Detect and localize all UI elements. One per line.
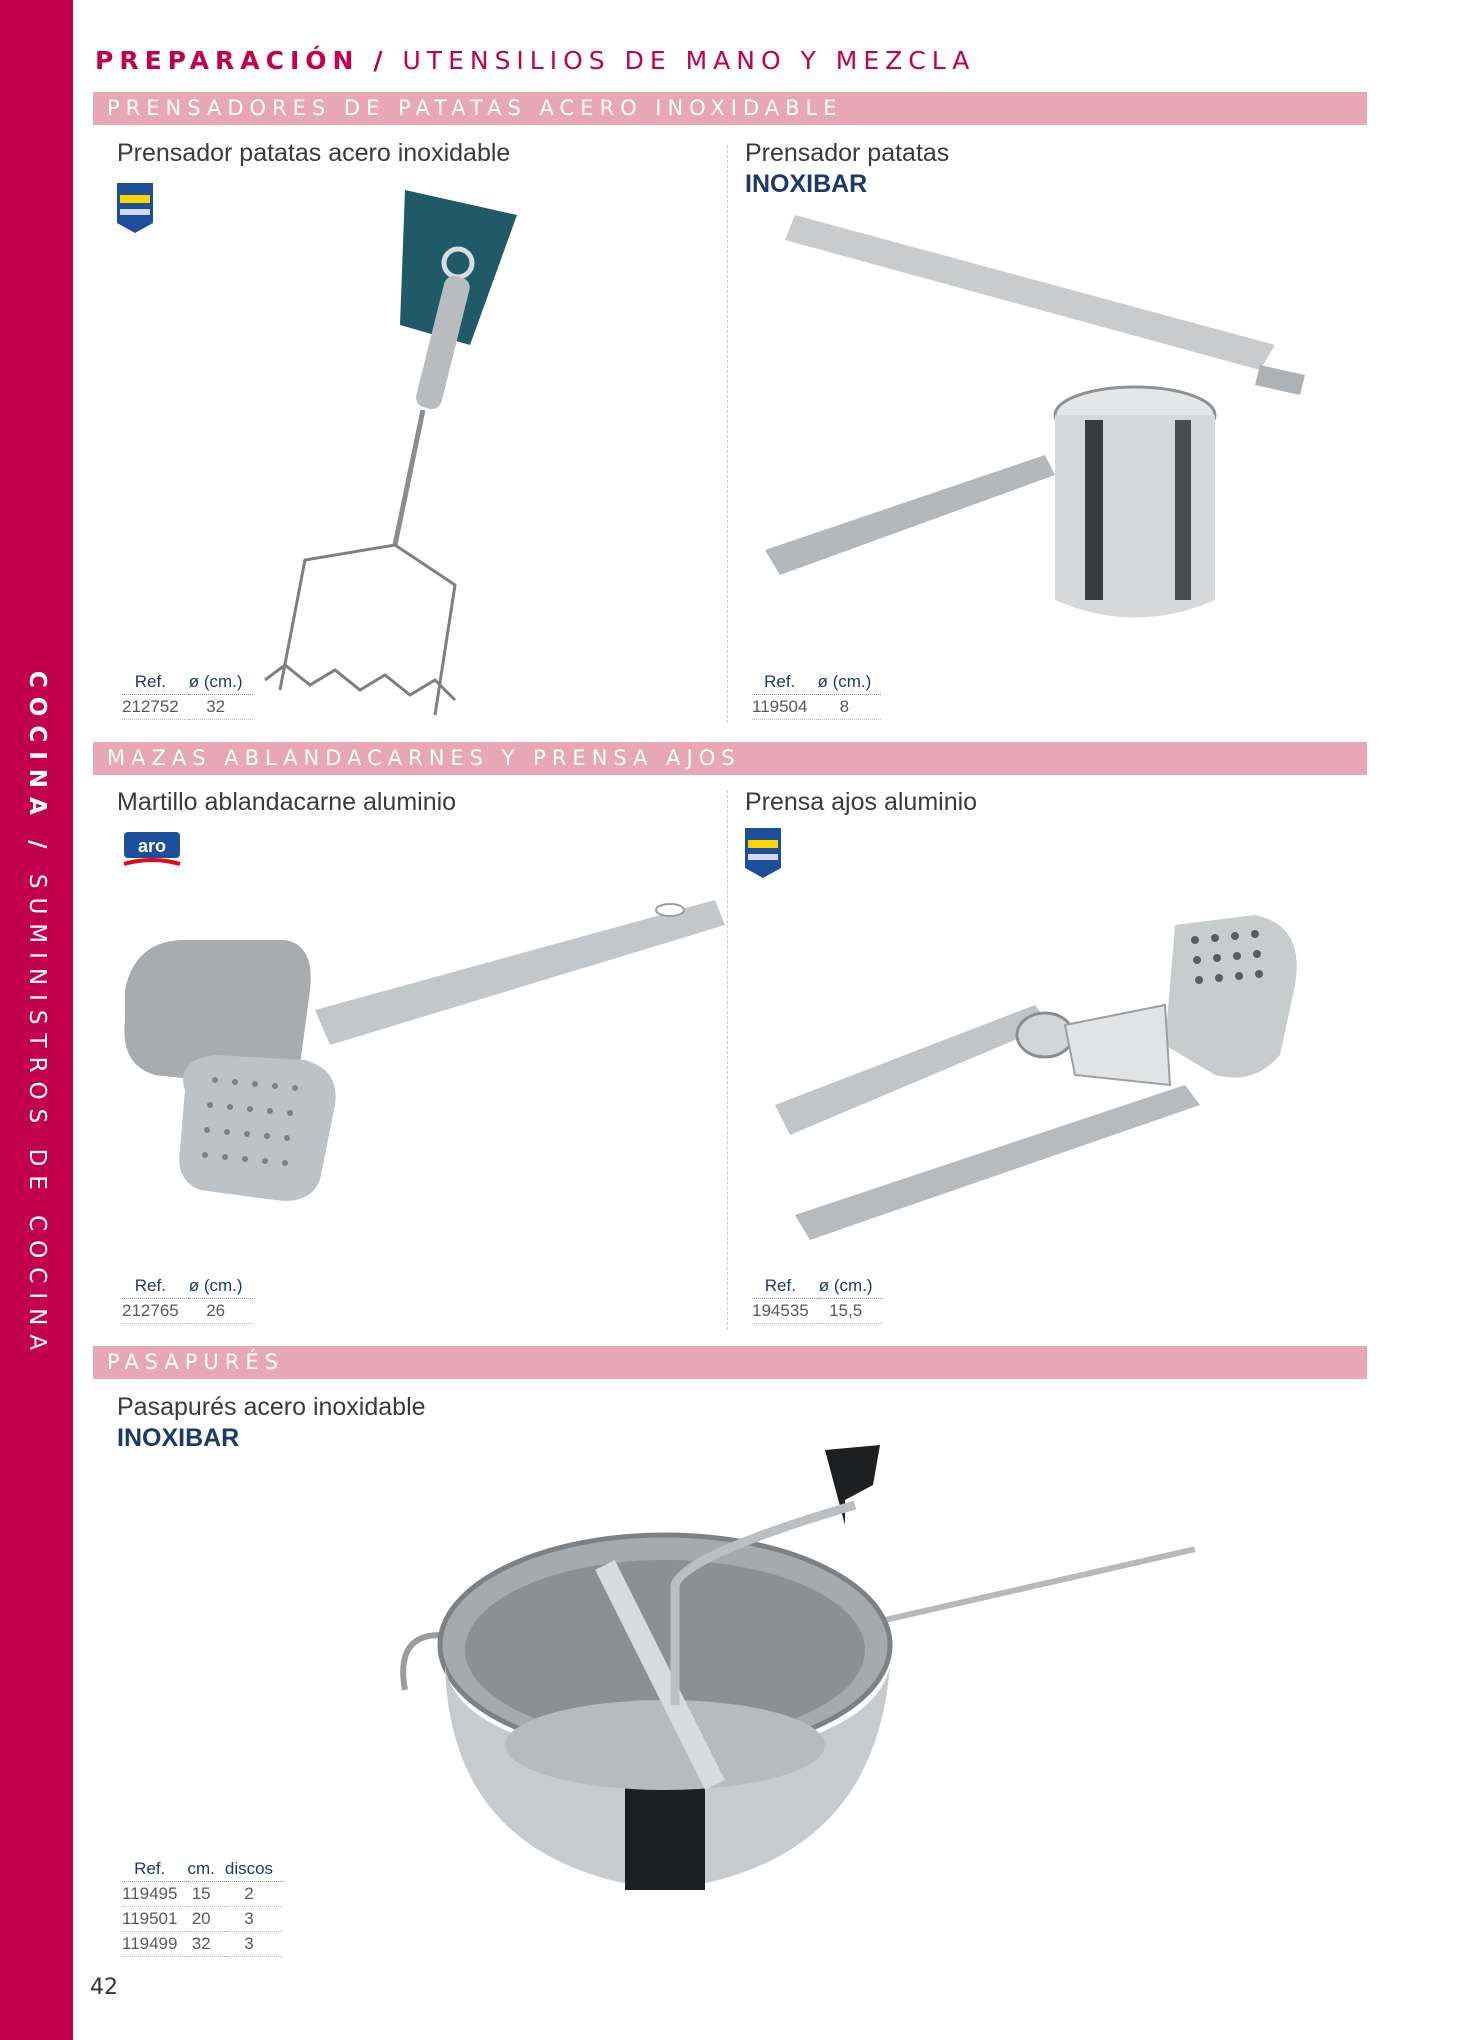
meat-tenderizer-image [115,880,725,1220]
product-title: Martillo ablandacarne aluminio [117,788,457,816]
spec-value: 3 [225,1932,283,1957]
spec-header: cm. [187,1857,224,1882]
spec-ref: 212752 [122,695,189,720]
spec-value: 3 [225,1907,283,1932]
sidebar-bold: COCINA [24,670,50,824]
spec-header: Ref. [122,670,189,695]
spec-header: Ref. [752,1274,819,1299]
sidebar-label [24,671,50,1359]
spec-ref: 194535 [752,1299,819,1324]
garlic-press-image [765,905,1375,1245]
metro-professional-logo [117,183,153,233]
title-strong: PREPARACIÓN [95,46,360,75]
section-band-pasapures: PASAPURÉS [93,1346,1367,1379]
spec-table-212765 [122,1274,253,1324]
spec-value: 20 [187,1907,224,1932]
product-title: Pasapurés acero inoxidable [117,1393,426,1421]
section-band-prensadores: PRENSADORES DE PATATAS ACERO INOXIDABLE [93,92,1367,125]
spec-ref: 119504 [752,695,817,720]
product-brand: INOXIBAR [117,1424,240,1452]
spec-value: 15 [187,1882,224,1907]
potato-ricer-image [755,205,1315,635]
spec-table-194535 [752,1274,883,1324]
sidebar [0,0,73,2040]
product-title: Prensador patatas [745,139,950,167]
product-card-2 [745,138,949,200]
page-number: 42 [90,1975,118,2000]
spec-ref: 119501 [122,1907,187,1932]
spec-header: ø (cm.) [189,670,253,695]
aro-logo [120,830,184,870]
spec-table-119504 [752,670,881,720]
aro-logo-text: aro [137,836,167,856]
spec-value: 32 [189,695,253,720]
spec-header: Ref. [752,670,817,695]
product-title: Prensa ajos aluminio [745,788,978,816]
section-band-mazas: MAZAS ABLANDACARNES Y PRENSA AJOS [93,742,1367,775]
column-divider [727,145,728,723]
potato-masher-image [255,185,525,725]
spec-value: 2 [225,1882,283,1907]
spec-header: ø (cm.) [817,670,881,695]
spec-ref: 119499 [122,1932,187,1957]
column-divider [727,790,728,1330]
spec-value: 26 [189,1299,253,1324]
spec-table-pasapures [122,1857,283,1957]
product-card-3 [117,787,456,818]
product-card-4 [745,787,977,818]
spec-header: discos [225,1857,283,1882]
product-card-5 [117,1392,426,1454]
spec-ref: 119495 [122,1882,187,1907]
spec-header: Ref. [122,1857,187,1882]
metro-professional-logo [745,828,781,878]
spec-header: Ref. [122,1274,189,1299]
spec-header: ø (cm.) [819,1274,883,1299]
spec-value: 32 [187,1932,224,1957]
product-brand: INOXIBAR [745,170,868,198]
spec-value: 15,5 [819,1299,883,1324]
page-title [95,46,975,75]
sidebar-light: SUMINISTROS DE COCINA [24,873,50,1360]
spec-ref: 212765 [122,1299,189,1324]
title-slash: / [373,46,389,75]
spec-header: ø (cm.) [189,1274,253,1299]
title-light: UTENSILIOS DE MANO Y MEZCLA [402,46,976,75]
spec-table-212752 [122,670,253,720]
product-card-1 [117,138,510,169]
spec-value: 8 [817,695,881,720]
food-mill-image [395,1445,1245,1945]
product-title: Prensador patatas acero inoxidable [117,139,511,167]
sidebar-slash: / [24,840,50,858]
